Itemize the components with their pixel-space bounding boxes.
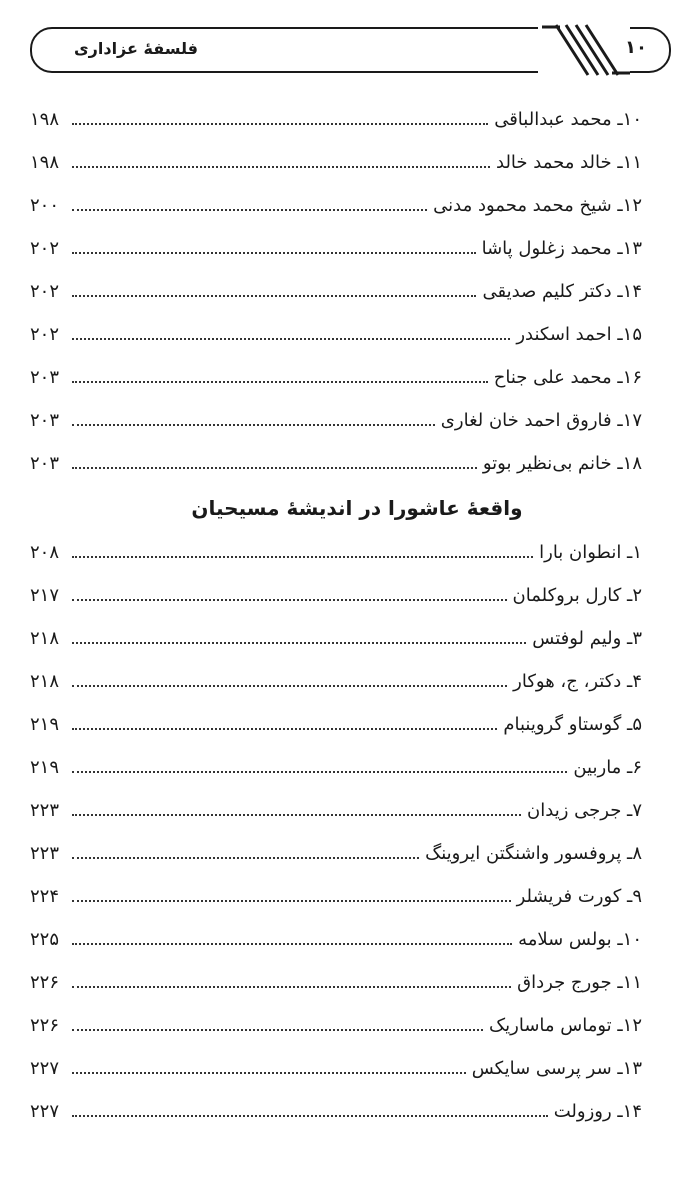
toc-entry-page: ۲۲۶ — [30, 972, 60, 993]
dot-leader — [72, 1072, 466, 1074]
toc-entry-label: ۳ـ ولیم لوفتس — [532, 628, 642, 649]
toc-entry-label: ۱۷ـ فاروق احمد خان لغاری — [440, 410, 642, 431]
dot-leader — [72, 900, 511, 902]
section-heading: واقعۀ عاشورا در اندیشۀ مسیحیان — [191, 496, 523, 520]
toc-entry-label: ۱۲ـ شیخ محمد محمود مدنی — [433, 195, 642, 216]
toc-entry — [30, 832, 642, 875]
toc-entry-page: ۲۱۸ — [30, 628, 60, 649]
dot-leader — [72, 252, 476, 254]
toc-entry-label: ۱۲ـ توماس ماساریک — [489, 1015, 642, 1036]
toc-entry-label: ۶ـ ماربین — [573, 757, 642, 778]
toc-entry — [30, 442, 642, 485]
toc-entry-label: ۱۱ـ جورج جرداق — [517, 972, 642, 993]
toc-entry-page: ۲۲۳ — [30, 800, 60, 821]
toc-entry-page: ۲۲۷ — [30, 1058, 60, 1079]
dot-leader — [72, 685, 507, 687]
toc-entry-label: ۱۵ـ احمد اسکندر — [516, 324, 642, 345]
toc-entry-label: ۸ـ پروفسور واشنگتن ایروینگ — [425, 843, 642, 864]
toc-entry-page: ۲۰۲ — [30, 281, 60, 302]
toc-entry-page: ۲۲۶ — [30, 1015, 60, 1036]
toc-entry — [30, 703, 642, 746]
dot-leader — [72, 381, 488, 383]
toc-entry — [30, 574, 642, 617]
toc-entry — [30, 875, 642, 918]
toc-entry — [30, 227, 642, 270]
dot-leader — [72, 943, 512, 945]
toc-entry — [30, 399, 642, 442]
toc-entry — [30, 1047, 642, 1090]
toc-entry-label: ۲ـ کارل بروکلمان — [512, 585, 642, 606]
dot-leader — [72, 467, 477, 469]
toc-entry-label: ۹ـ کورت فریشلر — [516, 886, 642, 907]
toc-entry-page: ۲۲۵ — [30, 929, 60, 950]
toc-entry-label: ۱۶ـ محمد علی جناح — [493, 367, 642, 388]
dot-leader — [72, 771, 567, 773]
toc-entry-page: ۲۰۳ — [30, 367, 60, 388]
dot-leader — [72, 123, 488, 125]
toc-entry-page: ۲۰۰ — [30, 195, 60, 216]
dot-leader — [72, 338, 510, 340]
dot-leader — [72, 424, 435, 426]
toc-entry-label: ۱۰ـ محمد عبدالباقی — [494, 109, 642, 130]
toc-entry-page: ۲۱۸ — [30, 671, 60, 692]
dot-leader — [72, 1115, 548, 1117]
toc-entry — [30, 98, 642, 141]
toc-entry-page: ۲۰۳ — [30, 453, 60, 474]
toc-entry-label: ۱۱ـ خالد محمد خالد — [496, 152, 642, 173]
dot-leader — [72, 599, 507, 601]
stripes-ornament-icon — [538, 23, 630, 77]
toc-entry-page: ۲۰۲ — [30, 238, 60, 259]
dot-leader — [72, 1029, 483, 1031]
toc-entry — [30, 141, 642, 184]
toc-entry — [30, 918, 642, 961]
book-title: فلسفۀ عزاداری — [74, 39, 199, 58]
toc-entry — [30, 961, 642, 1004]
toc-entry-label: ۱۸ـ خانم بی‌نظیر بوتو — [482, 453, 642, 474]
toc-entry-page: ۲۲۴ — [30, 886, 60, 907]
toc-entry — [30, 184, 642, 227]
dot-leader — [72, 986, 511, 988]
toc-entry-label: ۱۰ـ بولس سلامه — [518, 929, 642, 950]
toc-entry — [30, 1004, 642, 1047]
dot-leader — [72, 857, 419, 859]
toc-entry-page: ۲۲۳ — [30, 843, 60, 864]
toc-entry-label: ۱۳ـ سر پرسی سایکس — [471, 1058, 642, 1079]
toc-entry-page: ۱۹۸ — [30, 152, 60, 173]
toc-entry — [30, 270, 642, 313]
toc-entry-page: ۲۰۸ — [30, 542, 60, 563]
toc-entry — [30, 356, 642, 399]
toc-entry-label: ۱ـ انطوان بارا — [539, 542, 642, 563]
toc-entry-page: ۱۹۸ — [30, 109, 60, 130]
toc-entry-page: ۲۰۳ — [30, 410, 60, 431]
toc-entry-page: ۲۰۲ — [30, 324, 60, 345]
toc-entry — [30, 746, 642, 789]
toc-entry-page: ۲۱۹ — [30, 757, 60, 778]
toc-entry-page: ۲۱۷ — [30, 585, 60, 606]
running-header — [30, 27, 671, 73]
dot-leader — [72, 556, 533, 558]
toc-entry — [30, 789, 642, 832]
toc-entry-label: ۵ـ گوستاو گروینبام — [503, 714, 642, 735]
page-number: ۱۰ — [625, 37, 647, 58]
toc-entry-label: ۱۳ـ محمد زغلول پاشا — [481, 238, 642, 259]
toc-entry — [30, 660, 642, 703]
toc-entry — [30, 1090, 642, 1133]
table-of-contents — [30, 98, 642, 1133]
toc-entry — [30, 531, 642, 574]
toc-entry-label: ۱۴ـ روزولت — [553, 1101, 642, 1122]
toc-entry-label: ۷ـ جرجی زیدان — [527, 800, 642, 821]
toc-entry-label: ۱۴ـ دکتر کلیم صدیقی — [482, 281, 642, 302]
toc-entry — [30, 313, 642, 356]
toc-entry-label: ۴ـ دکتر، ج، هوکار — [513, 671, 642, 692]
dot-leader — [72, 814, 521, 816]
toc-entry-page: ۲۲۷ — [30, 1101, 60, 1122]
toc-entry-page: ۲۱۹ — [30, 714, 60, 735]
toc-entry — [30, 617, 642, 660]
dot-leader — [72, 209, 427, 211]
dot-leader — [72, 295, 476, 297]
dot-leader — [72, 166, 490, 168]
dot-leader — [72, 728, 497, 730]
dot-leader — [72, 642, 526, 644]
